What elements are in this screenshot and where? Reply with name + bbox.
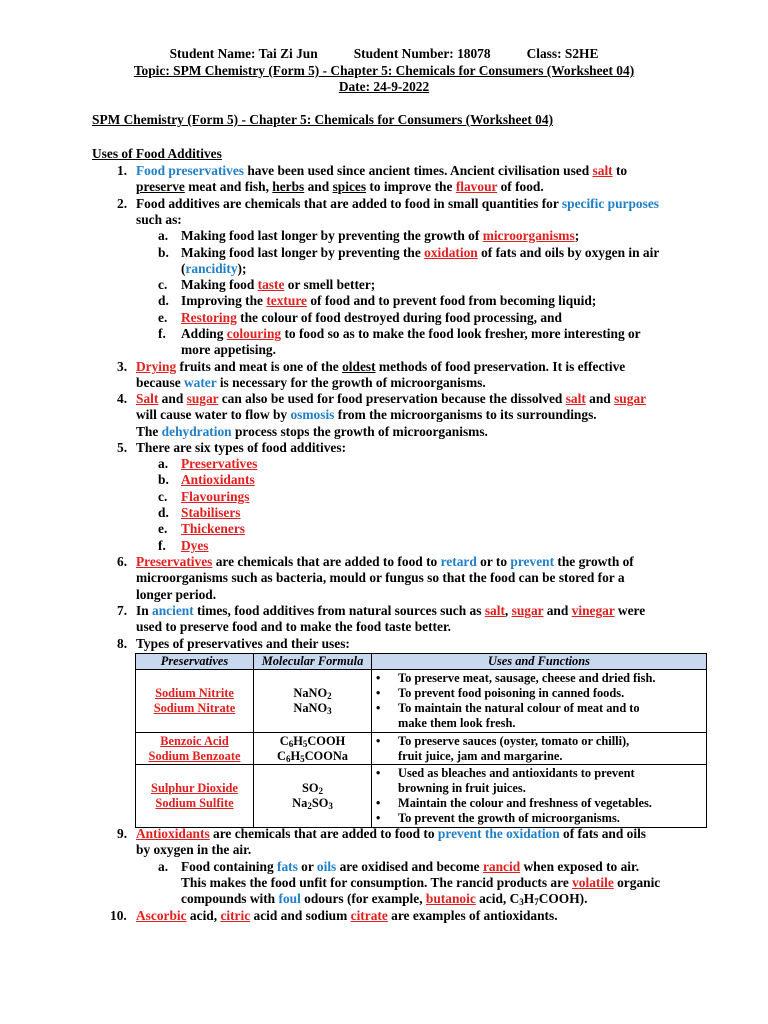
- formula: [257, 749, 368, 764]
- subscript: 3: [328, 801, 333, 812]
- additive-type: Thickeners: [181, 521, 245, 536]
- item-2f-line-1: [181, 326, 641, 342]
- text: NaNO: [293, 686, 328, 700]
- text: were: [614, 603, 646, 618]
- item-number: 2.: [117, 196, 128, 211]
- text: To prevent food poisoning in canned foods.: [398, 686, 625, 700]
- sub-label: c.: [158, 277, 168, 292]
- section-heading: Uses of Food Additives: [92, 146, 222, 161]
- text: COOH).: [538, 891, 588, 906]
- sub-label: b.: [158, 472, 169, 487]
- text: are chemicals that are added to food to: [209, 826, 438, 841]
- text: Making food: [181, 277, 258, 292]
- table-row: [136, 733, 707, 765]
- text: or to: [476, 554, 511, 569]
- preservative-names-cell: [136, 765, 254, 828]
- text: times, food additives from natural sources such as: [193, 603, 485, 618]
- term-osmosis: osmosis: [290, 407, 335, 422]
- preservative-name: Sulphur Dioxide: [151, 781, 238, 795]
- text: Food containing: [181, 859, 277, 874]
- term-water: water: [183, 375, 217, 390]
- item-4-line-2: [136, 407, 597, 423]
- text: or smell better;: [284, 277, 376, 292]
- uses-cell: [372, 765, 707, 828]
- item-9a-line-1: [181, 859, 639, 875]
- text: acid,: [186, 908, 221, 923]
- item-number: 3.: [117, 359, 128, 374]
- term-texture: texture: [266, 293, 307, 308]
- text: To prevent the growth of microorganisms.: [398, 811, 620, 826]
- text: the growth of: [554, 554, 634, 569]
- use-item: [376, 734, 703, 749]
- table-row: [136, 670, 707, 733]
- item-10-line-1: [136, 908, 558, 924]
- text: To preserve meat, sausage, cheese and dried fish.: [398, 670, 656, 685]
- term-preserve: preserve: [136, 179, 185, 194]
- term-herbs: herbs: [272, 179, 305, 194]
- text: ,: [504, 603, 512, 618]
- term-restoring: Restoring: [181, 310, 237, 325]
- term-citric: citric: [220, 908, 251, 923]
- term-sugar: sugar: [186, 391, 219, 406]
- text: odours (for example,: [300, 891, 426, 906]
- item-2d: [181, 293, 596, 309]
- item-6-line-2: microorganisms such as bacteria, mould or fungus so that the food can be stored for a: [136, 570, 625, 585]
- subscript: 5: [300, 753, 305, 764]
- text: In: [136, 603, 153, 618]
- text: C: [279, 733, 289, 748]
- term-prevent-the-oxidation: prevent the oxidation: [437, 826, 560, 841]
- uses-cell: [372, 733, 707, 765]
- subscript: 6: [285, 753, 291, 764]
- item-number: 9.: [117, 826, 128, 841]
- column-header: Molecular Formula: [254, 654, 372, 670]
- formula-cell: [254, 765, 372, 828]
- additive-type: Flavourings: [181, 489, 250, 504]
- text: Making food last longer by preventing the growth of: [181, 228, 483, 243]
- item-7-line-2: used to preserve food and to make the food taste better.: [136, 619, 452, 634]
- text: H: [293, 733, 303, 748]
- item-3-line-2: [136, 375, 486, 391]
- term-rancidity: rancidity: [185, 261, 238, 276]
- text: are chemicals that are added to food to: [212, 554, 441, 569]
- additive-type: Dyes: [181, 538, 209, 553]
- text: COONa: [304, 748, 348, 763]
- term-antioxidants: Antioxidants: [136, 826, 210, 841]
- use-item: [376, 671, 703, 686]
- text: (: [181, 261, 186, 276]
- item-3-line-1: [136, 359, 625, 375]
- additive-type: Stabilisers: [181, 505, 241, 520]
- sub-label: e.: [158, 310, 168, 325]
- preservative-name: Sodium Nitrite: [155, 686, 234, 700]
- subscript: 6: [288, 738, 294, 749]
- text: the colour of food destroyed during food processing, and: [236, 310, 562, 325]
- text: to: [612, 163, 628, 178]
- text: Used as bleaches and antioxidants to prevent: [398, 765, 635, 780]
- item-number: 7.: [117, 603, 128, 618]
- formula: [257, 781, 368, 796]
- subscript: 2: [327, 691, 332, 701]
- bullet-icon: •: [376, 811, 381, 826]
- item-2c: [181, 277, 375, 293]
- item-2b-line-2: [181, 261, 246, 277]
- text: fruit juice, jam and margarine.: [398, 748, 563, 763]
- table-row: [136, 765, 707, 828]
- term-citrate: citrate: [350, 908, 388, 923]
- item-number: 4.: [117, 391, 128, 406]
- item-5-line-1: There are six types of food additives:: [136, 440, 347, 455]
- preservative-name: Sodium Nitrate: [153, 701, 236, 716]
- item-2e: [181, 310, 562, 326]
- additive-type: Antioxidants: [181, 472, 255, 487]
- use-item-continuation: [376, 716, 703, 731]
- term-foul: foul: [278, 891, 301, 906]
- uses-cell: [372, 670, 707, 733]
- subscript: 5: [302, 738, 308, 749]
- text: are oxidised and become: [336, 859, 483, 874]
- text: make them look fresh.: [398, 716, 516, 731]
- text: Improving the: [181, 293, 267, 308]
- sub-label: b.: [158, 245, 169, 260]
- item-number: 5.: [117, 440, 128, 455]
- item-9-line-1: [136, 826, 646, 842]
- column-header: Preservatives: [136, 654, 254, 670]
- text: and: [543, 603, 572, 618]
- text: from the microorganisms to its surroundings.: [334, 407, 597, 422]
- term-salt: Salt: [136, 391, 159, 406]
- term-microorganisms: microorganisms: [482, 228, 575, 243]
- item-9a-line-2: [181, 875, 660, 891]
- sub-label: d.: [158, 505, 169, 520]
- item-number: 1.: [117, 163, 128, 178]
- term-vinegar: vinegar: [571, 603, 615, 618]
- subscript: 3: [519, 897, 524, 907]
- term-oldest: oldest: [342, 359, 376, 374]
- term-ancient: ancient: [152, 603, 194, 618]
- text: methods of food preservation. It is effective: [375, 359, 626, 374]
- bullet-icon: •: [376, 701, 381, 716]
- text: H: [290, 748, 301, 763]
- text: of food.: [497, 179, 544, 194]
- text: will cause water to flow by: [136, 407, 291, 422]
- doc-title: SPM Chemistry (Form 5) - Chapter 5: Chemicals for Consumers (Worksheet 04): [92, 112, 554, 127]
- student-name: Student Name: Tai Zi Jun: [169, 46, 318, 61]
- term-salt: salt: [592, 163, 613, 178]
- term-preservatives: Preservatives: [136, 554, 213, 569]
- text: meat and fish,: [184, 179, 273, 194]
- subscript: 7: [534, 897, 539, 907]
- bullet-icon: •: [376, 733, 381, 748]
- use-item: [376, 766, 703, 781]
- formula-cell: [254, 670, 372, 733]
- term-fats: fats: [276, 859, 298, 874]
- sub-label: a.: [158, 228, 169, 243]
- item-number: 8.: [117, 636, 128, 651]
- formula-cell: [254, 733, 372, 765]
- term-salt: salt: [565, 391, 586, 406]
- item-9a-line-3: [181, 891, 587, 907]
- bullet-icon: •: [376, 765, 381, 780]
- formula: [257, 686, 368, 701]
- text: or: [297, 859, 317, 874]
- text: acid and sodium: [250, 908, 351, 923]
- subscript: 2: [307, 801, 312, 812]
- item-2a: [181, 228, 579, 244]
- item-number: 6.: [117, 554, 128, 569]
- text: of fats and oils by oxygen in air: [477, 245, 660, 260]
- text: C: [277, 748, 286, 763]
- topic-line: Topic: SPM Chemistry (Form 5) - Chapter 5: Chemicals for Consumers (Worksheet 04): [133, 63, 635, 78]
- text: Food additives are chemicals that are added to food in small quantities for: [136, 196, 562, 211]
- term-specific-purposes: specific purposes: [561, 196, 659, 211]
- text: because: [136, 375, 184, 390]
- term-retard: retard: [440, 554, 477, 569]
- student-info-line: [0, 46, 768, 62]
- term-oils: oils: [316, 859, 337, 874]
- term-taste: taste: [257, 277, 285, 292]
- preservative-name: Sodium Sulfite: [155, 796, 234, 811]
- use-item: [376, 811, 703, 826]
- text: H: [523, 891, 535, 906]
- text: compounds with: [181, 891, 279, 906]
- text: Making food last longer by preventing the: [181, 245, 425, 260]
- term-dehydration: dehydration: [161, 424, 232, 439]
- term-spices: spices: [332, 179, 367, 194]
- student-class: Class: S2HE: [526, 46, 599, 61]
- sub-label: f.: [158, 326, 166, 341]
- sub-label: a.: [158, 456, 169, 471]
- use-item-continuation: [376, 781, 703, 796]
- subscript: 2: [318, 786, 324, 796]
- item-6-line-1: [136, 554, 634, 570]
- bullet-icon: •: [376, 796, 381, 811]
- student-number: Student Number: 18078: [353, 46, 491, 61]
- item-4-line-1: [136, 391, 646, 407]
- text: of food and to prevent food from becoming liquid;: [306, 293, 597, 308]
- text: SO: [301, 781, 319, 795]
- term-sugar: sugar: [614, 391, 647, 406]
- text: and: [158, 391, 187, 406]
- formula: [257, 701, 368, 716]
- item-2f-line-2: more appetising.: [181, 342, 276, 357]
- text: when exposed to air.: [520, 859, 640, 874]
- term-rancid: rancid: [482, 859, 521, 874]
- sub-label: d.: [158, 293, 169, 308]
- bullet-icon: •: [376, 670, 381, 685]
- text: Maintain the colour and freshness of vegetables.: [398, 796, 652, 811]
- text: fruits and meat is one of the: [176, 359, 343, 374]
- item-4-line-3: [136, 424, 488, 440]
- term-drying: Drying: [136, 359, 177, 374]
- text: process stops the growth of microorganisms.: [231, 424, 488, 439]
- use-item: [376, 701, 703, 716]
- table-header-row: [136, 654, 707, 670]
- preservative-name: Benzoic Acid: [160, 733, 229, 748]
- text: SO: [311, 796, 329, 811]
- text: To maintain the natural colour of meat and to: [398, 701, 640, 716]
- text: and: [585, 391, 615, 406]
- preservative-names-cell: [136, 733, 254, 765]
- sub-label: f.: [158, 538, 166, 553]
- term-ascorbic: Ascorbic: [136, 908, 187, 923]
- text: organic: [613, 875, 661, 890]
- text: ;: [574, 228, 580, 243]
- term-volatile: volatile: [572, 875, 614, 890]
- item-1-line-2: [136, 179, 544, 195]
- term-sugar: sugar: [511, 603, 544, 618]
- text: Na: [292, 796, 308, 811]
- text: have been used since ancient times. Ancient civilisation used: [243, 163, 593, 178]
- item-6-line-3: longer period.: [136, 587, 217, 602]
- item-8-line-1: Types of preservatives and their uses:: [136, 636, 350, 651]
- text: This makes the food unfit for consumption. The rancid products are: [181, 875, 573, 890]
- use-item-continuation: [376, 749, 703, 764]
- item-1-line-1: [136, 163, 627, 179]
- term-flavour: flavour: [455, 179, 498, 194]
- bullet-icon: •: [376, 686, 381, 700]
- term-food-preservatives: Food preservatives: [136, 163, 244, 178]
- term-oxidation: oxidation: [424, 245, 478, 260]
- term-butanoic: butanoic: [425, 891, 476, 906]
- use-item: [376, 796, 703, 811]
- text: are examples of antioxidants.: [387, 908, 558, 923]
- text: acid, C: [475, 891, 520, 906]
- formula: [257, 734, 368, 749]
- preservatives-table: [135, 653, 707, 828]
- term-prevent: prevent: [510, 554, 555, 569]
- sub-label: c.: [158, 489, 168, 504]
- text: and: [304, 179, 333, 194]
- text: to food so as to make the food look fresher, more interesting or: [281, 326, 641, 341]
- term-colouring: colouring: [226, 326, 282, 341]
- preservative-names-cell: [136, 670, 254, 733]
- sub-label: e.: [158, 521, 168, 536]
- column-header: Uses and Functions: [372, 654, 707, 670]
- text: Adding: [181, 326, 227, 341]
- text: NaNO: [293, 701, 328, 716]
- date-line: Date: 24-9-2022: [338, 79, 430, 94]
- item-number: 10.: [110, 908, 127, 923]
- sub-label: a.: [158, 859, 169, 874]
- text: The: [136, 424, 162, 439]
- text: is necessary for the growth of microorganisms.: [216, 375, 486, 390]
- subscript: 3: [327, 706, 332, 717]
- formula: [257, 796, 368, 811]
- use-item: [376, 686, 703, 701]
- text: browning in fruit juices.: [398, 781, 526, 795]
- preservative-name: Sodium Benzoate: [148, 748, 241, 763]
- item-2-line-1: [136, 196, 659, 212]
- text: To preserve sauces (oyster, tomato or chilli),: [398, 733, 630, 748]
- text: to improve the: [366, 179, 456, 194]
- item-7-line-1: [136, 603, 645, 619]
- text: of fats and oils: [559, 826, 646, 841]
- item-9-line-2: by oxygen in the air.: [136, 842, 252, 857]
- text: can also be used for food preservation because the dissolved: [218, 391, 566, 406]
- term-salt: salt: [484, 603, 505, 618]
- text: COOH: [307, 733, 346, 748]
- item-2b-line-1: [181, 245, 659, 261]
- text: );: [237, 261, 247, 276]
- additive-type: Preservatives: [181, 456, 258, 471]
- item-2-line-2: such as:: [136, 212, 182, 227]
